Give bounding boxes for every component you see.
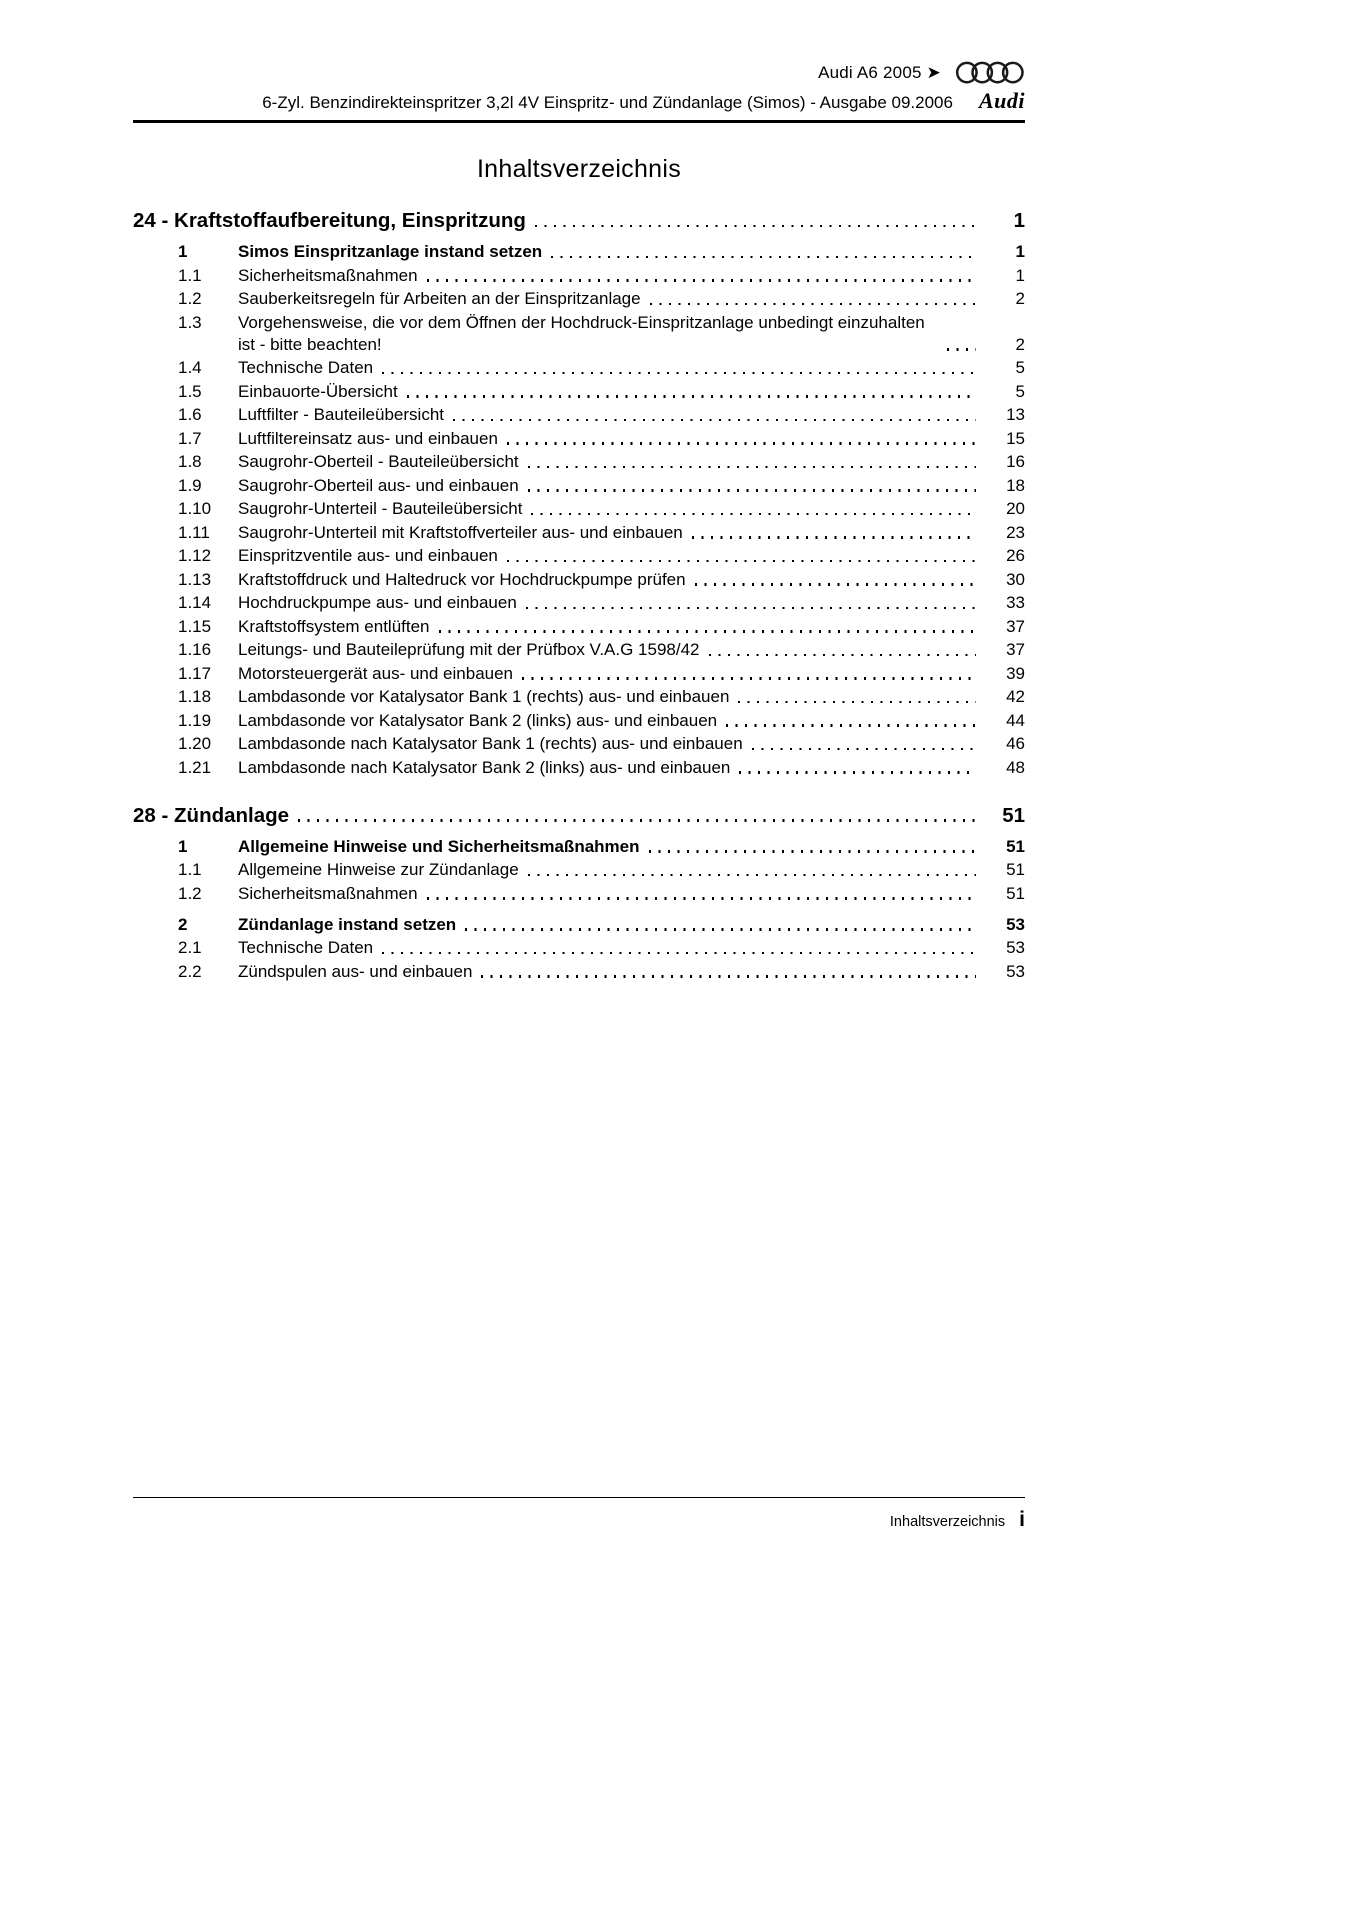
dot-leader <box>382 372 976 374</box>
footer-divider <box>133 1497 1025 1498</box>
toc-entry <box>133 241 1025 263</box>
entry-number: 1.1 <box>178 265 202 285</box>
entry-title: Zündspulen aus- und einbauen <box>238 961 473 981</box>
dot-leader <box>382 952 976 954</box>
entry-title: Luftfilter - Bauteileübersicht <box>238 405 444 424</box>
toc-entry <box>133 937 1025 959</box>
toc-entry <box>133 265 1025 287</box>
dot-leader <box>535 225 976 227</box>
entry-title: Sicherheitsmaßnahmen <box>238 883 418 903</box>
header-model-row <box>133 60 1025 85</box>
entry-number: 1.9 <box>178 475 202 495</box>
entry-page-number: 37 <box>1006 616 1025 636</box>
footer-label: Inhaltsverzeichnis <box>889 1514 1006 1530</box>
dot-leader <box>522 677 976 679</box>
dot-leader <box>528 874 976 876</box>
entry-title: Lambdasonde vor Katalysator Bank 1 (rechts) aus- und einbauen <box>238 687 730 706</box>
entry-title: Lambdasonde nach Katalysator Bank 2 (links) aus- und einbauen <box>238 757 731 777</box>
entry-page-number: 53 <box>1006 914 1025 934</box>
chapter-page-number: 1 <box>1013 209 1025 232</box>
entry-title: Allgemeine Hinweise zur Zündanlage <box>238 860 519 879</box>
entry-title: Sauberkeitsregeln für Arbeiten an der Einspritzanlage <box>238 289 641 308</box>
entry-number: 1 <box>178 242 188 261</box>
entry-page-number: 23 <box>1006 522 1025 542</box>
toc-entry <box>133 569 1025 591</box>
entry-title: Saugrohr-Unterteil mit Kraftstoffverteiler aus- und einbauen <box>238 522 683 542</box>
entry-title: Saugrohr-Oberteil aus- und einbauen <box>238 475 519 495</box>
entry-number: 2.1 <box>178 938 202 957</box>
audi-rings-logo <box>955 60 1025 85</box>
entry-number: 1.15 <box>178 616 212 636</box>
dot-leader <box>551 256 976 258</box>
entry-page-number: 53 <box>1006 938 1025 957</box>
toc-entry <box>133 836 1025 858</box>
header-subtitle-row <box>133 88 1025 114</box>
document-subtitle: 6-Zyl. Benzindirekteinspritzer 3,2l 4V Einspritz- und Zündanlage (Simos) - Ausgabe 09.2006 <box>262 93 953 112</box>
page-title: Inhaltsverzeichnis <box>476 155 682 183</box>
toc-entry <box>133 498 1025 520</box>
entry-title: Einspritzventile aus- und einbauen <box>238 546 498 565</box>
toc-entry <box>133 428 1025 450</box>
entry-title: Technische Daten <box>238 938 374 957</box>
entry-title: Hochdruckpumpe aus- und einbauen <box>238 593 517 612</box>
entry-number: 1.10 <box>178 499 212 518</box>
entry-title: Saugrohr-Oberteil - Bauteileübersicht <box>238 452 519 471</box>
toc-entry <box>133 357 1025 379</box>
dot-leader <box>692 536 976 538</box>
entry-page-number: 1 <box>1015 242 1025 261</box>
toc <box>133 208 1025 983</box>
toc-entry <box>133 639 1025 661</box>
dot-leader <box>947 348 976 350</box>
toc-entry <box>133 883 1025 905</box>
entry-page-number: 20 <box>1006 499 1025 518</box>
dot-leader <box>531 513 976 515</box>
entry-title: Allgemeine Hinweise und Sicherheitsmaßnahmen <box>238 836 640 856</box>
toc-chapter-heading <box>133 208 1025 233</box>
chapter-label: 24 - Kraftstoffaufbereitung, Einspritzung <box>133 209 526 232</box>
entry-number: 1.7 <box>178 428 202 448</box>
entry-title: Sicherheitsmaßnahmen <box>238 265 418 285</box>
entry-page-number: 48 <box>1006 757 1025 777</box>
dot-leader <box>507 560 976 562</box>
toc-entry <box>133 757 1025 779</box>
footer-text <box>133 1508 1025 1532</box>
entry-title: Motorsteuergerät aus- und einbauen <box>238 663 514 683</box>
entry-title: Vorgehensweise, die vor dem Öffnen der Hochdruck-Einspritzanlage unbedingt einzuhalten ist - bitte beachten! <box>238 312 925 354</box>
dot-leader <box>709 654 976 656</box>
chapter-label: 28 - Zündanlage <box>133 803 290 827</box>
entry-number: 1.13 <box>178 569 212 589</box>
entry-title: Zündanlage instand setzen <box>238 914 457 934</box>
entry-page-number: 2 <box>1015 334 1025 354</box>
toc-entry <box>133 616 1025 638</box>
entry-page-number: 44 <box>1006 710 1025 730</box>
toc-entry <box>133 522 1025 544</box>
entry-number: 2 <box>178 914 188 934</box>
toc-entry <box>133 859 1025 881</box>
entry-page-number: 33 <box>1006 593 1025 612</box>
dot-leader <box>465 928 976 930</box>
dot-leader <box>649 850 977 852</box>
entry-page-number: 18 <box>1006 475 1025 495</box>
entry-page-number: 1 <box>1015 265 1025 285</box>
entry-page-number: 15 <box>1006 428 1025 448</box>
entry-number: 1 <box>178 836 188 856</box>
dot-leader <box>407 395 976 397</box>
entry-page-number: 5 <box>1015 358 1025 377</box>
dot-leader <box>695 583 976 585</box>
dot-leader <box>526 607 976 609</box>
page-header <box>133 60 1025 123</box>
dot-leader <box>507 442 976 444</box>
entry-page-number: 53 <box>1006 961 1025 981</box>
header-divider <box>133 120 1025 123</box>
entry-number: 1.12 <box>178 546 212 565</box>
entry-number: 1.16 <box>178 640 212 659</box>
toc-entry <box>133 733 1025 755</box>
entry-title: Simos Einspritzanlage instand setzen <box>238 242 543 261</box>
entry-number: 1.14 <box>178 593 212 612</box>
page-footer <box>133 1497 1025 1532</box>
toc-entry <box>133 710 1025 732</box>
entry-title: Saugrohr-Unterteil - Bauteileübersicht <box>238 499 523 518</box>
toc-entry <box>133 961 1025 983</box>
entry-title: Leitungs- und Bauteileprüfung mit der Prüfbox V.A.G 1598/42 <box>238 640 700 659</box>
entry-number: 1.2 <box>178 289 202 308</box>
entry-title: Kraftstoffsystem entlüften <box>238 616 430 636</box>
entry-page-number: 16 <box>1006 452 1025 471</box>
dot-leader <box>738 701 976 703</box>
footer-page-number: i <box>1019 1508 1025 1531</box>
toc-entry <box>133 288 1025 310</box>
dot-leader <box>528 466 976 468</box>
dot-leader <box>752 748 976 750</box>
dot-leader <box>481 975 976 977</box>
entry-page-number: 2 <box>1015 289 1025 308</box>
entry-title: Einbauorte-Übersicht <box>238 381 398 401</box>
entry-number: 1.2 <box>178 883 202 903</box>
entry-title: Technische Daten <box>238 358 374 377</box>
toc-entry <box>133 381 1025 403</box>
document-page <box>133 0 1025 1920</box>
toc-entry <box>133 451 1025 473</box>
entry-number: 1.17 <box>178 663 212 683</box>
entry-number: 1.5 <box>178 381 202 401</box>
dot-leader <box>726 724 976 726</box>
entry-page-number: 39 <box>1006 663 1025 683</box>
model-line: Audi A6 2005 ➤ <box>818 62 941 82</box>
toc-entry <box>133 592 1025 614</box>
entry-page-number: 37 <box>1006 640 1025 659</box>
toc-entry <box>133 663 1025 685</box>
entry-number: 1.20 <box>178 734 212 753</box>
entry-number: 1.1 <box>178 860 202 879</box>
entry-page-number: 5 <box>1015 381 1025 401</box>
dot-leader <box>298 819 976 821</box>
entry-number: 1.18 <box>178 687 212 706</box>
entry-number: 1.3 <box>178 312 202 332</box>
entry-page-number: 42 <box>1006 687 1025 706</box>
entry-page-number: 13 <box>1006 405 1025 424</box>
entry-page-number: 51 <box>1006 883 1025 903</box>
entry-number: 1.6 <box>178 405 202 424</box>
entry-number: 1.19 <box>178 710 212 730</box>
entry-title: Kraftstoffdruck und Haltedruck vor Hochdruckpumpe prüfen <box>238 569 686 589</box>
toc-entry <box>133 404 1025 426</box>
toc-entry <box>133 914 1025 936</box>
entry-number: 2.2 <box>178 961 202 981</box>
dot-leader <box>650 303 976 305</box>
audi-wordmark: Audi <box>978 88 1025 113</box>
entry-number: 1.8 <box>178 452 202 471</box>
toc-entry <box>133 545 1025 567</box>
entry-page-number: 26 <box>1006 546 1025 565</box>
entry-number: 1.21 <box>178 757 212 777</box>
toc-entry <box>133 686 1025 708</box>
dot-leader <box>528 489 976 491</box>
entry-title: Lambdasonde vor Katalysator Bank 2 (links) aus- und einbauen <box>238 710 718 730</box>
dot-leader <box>453 419 976 421</box>
entry-page-number: 51 <box>1006 836 1025 856</box>
dot-leader <box>439 630 977 632</box>
entry-page-number: 30 <box>1006 569 1025 589</box>
toc-entry <box>133 312 1025 356</box>
toc-chapter-heading <box>133 803 1025 828</box>
entry-number: 1.11 <box>178 522 210 542</box>
entry-page-number: 46 <box>1006 734 1025 753</box>
dot-leader <box>427 279 976 281</box>
chapter-page-number: 51 <box>1002 803 1025 827</box>
entry-title: Lambdasonde nach Katalysator Bank 1 (rechts) aus- und einbauen <box>238 734 743 753</box>
entry-number: 1.4 <box>178 358 202 377</box>
toc-entry <box>133 475 1025 497</box>
entry-title: Luftfiltereinsatz aus- und einbauen <box>238 428 498 448</box>
entry-page-number: 51 <box>1006 860 1025 879</box>
dot-leader <box>427 897 976 899</box>
dot-leader <box>739 771 976 773</box>
